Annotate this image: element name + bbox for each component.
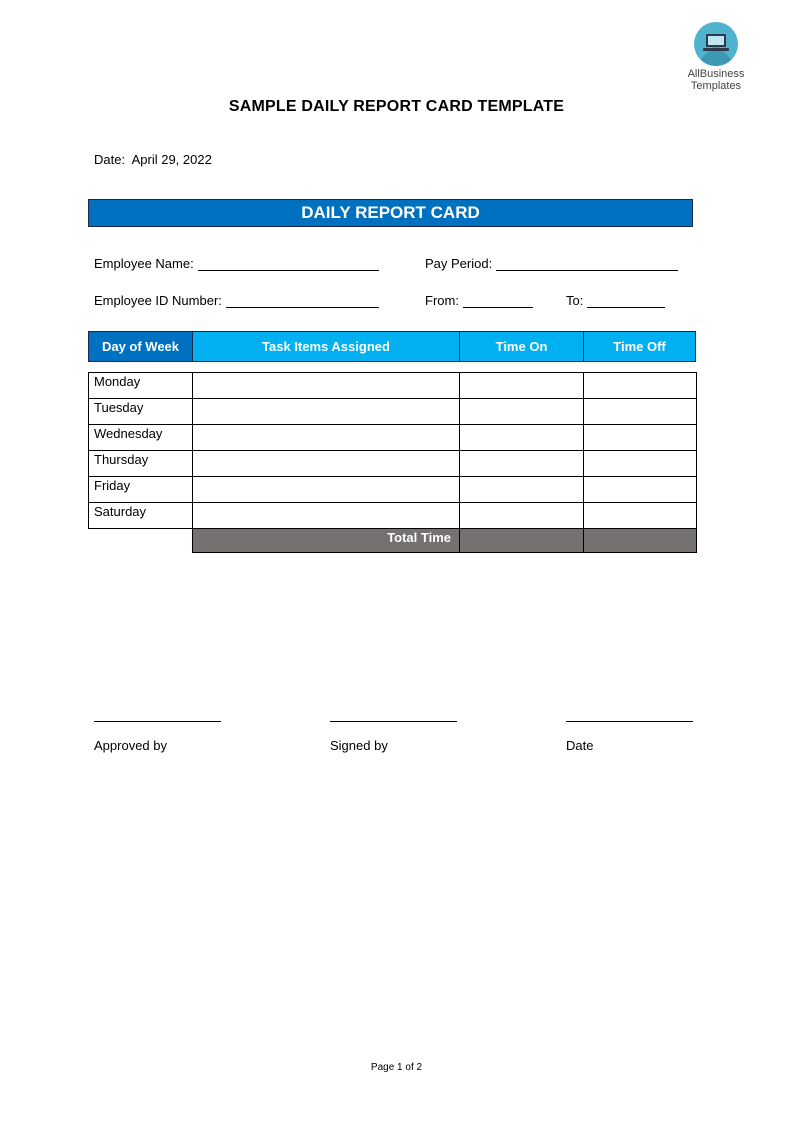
pay-period-field xyxy=(425,256,678,271)
header-task-items: Task Items Assigned xyxy=(192,331,459,362)
time-on-cell[interactable] xyxy=(459,450,583,476)
header-day-of-week: Day of Week xyxy=(88,331,192,362)
signed-by-line[interactable] xyxy=(330,721,457,722)
from-label: From: xyxy=(425,293,459,308)
time-on-cell[interactable] xyxy=(459,424,583,450)
approved-by-line[interactable] xyxy=(94,721,221,722)
header-time-on: Time On xyxy=(459,331,583,362)
date-signature-line[interactable] xyxy=(566,721,693,722)
time-off-cell[interactable] xyxy=(583,372,697,398)
logo-line1: AllBusiness xyxy=(687,68,745,80)
task-cell[interactable] xyxy=(192,372,459,398)
day-cell: Thursday xyxy=(88,450,192,476)
employee-id-field xyxy=(94,293,379,308)
table-header-row xyxy=(88,331,696,362)
time-off-cell[interactable] xyxy=(583,502,697,528)
time-off-cell[interactable] xyxy=(583,450,697,476)
signed-by-label: Signed by xyxy=(330,738,388,753)
date-label: Date: xyxy=(94,152,126,167)
task-cell[interactable] xyxy=(192,424,459,450)
table-row xyxy=(88,398,697,424)
pay-period-label: Pay Period: xyxy=(425,256,493,271)
employee-name-label: Employee Name: xyxy=(94,256,194,271)
day-cell: Tuesday xyxy=(88,398,192,424)
logo-text xyxy=(676,68,756,92)
time-off-cell[interactable] xyxy=(583,424,697,450)
employee-id-label: Employee ID Number: xyxy=(94,293,222,308)
table-row xyxy=(88,372,697,398)
laptop-icon xyxy=(694,22,738,66)
time-on-cell[interactable] xyxy=(459,372,583,398)
employee-name-field xyxy=(94,256,379,271)
table-row xyxy=(88,450,697,476)
day-cell: Saturday xyxy=(88,502,192,528)
total-time-label: Total Time xyxy=(192,528,459,553)
time-on-cell[interactable] xyxy=(459,476,583,502)
time-on-cell[interactable] xyxy=(459,398,583,424)
time-off-cell[interactable] xyxy=(583,476,697,502)
day-cell: Monday xyxy=(88,372,192,398)
table-row xyxy=(88,476,697,502)
task-cell[interactable] xyxy=(192,450,459,476)
from-blank[interactable] xyxy=(463,293,533,308)
to-field xyxy=(566,293,665,308)
allbusiness-templates-logo xyxy=(676,22,756,92)
time-on-cell[interactable] xyxy=(459,502,583,528)
logo-line2: Templates xyxy=(690,80,742,92)
task-cell[interactable] xyxy=(192,398,459,424)
date-line xyxy=(94,152,212,167)
time-off-cell[interactable] xyxy=(583,398,697,424)
total-time-off-cell[interactable] xyxy=(583,528,697,553)
total-time-row xyxy=(88,528,697,553)
table-row xyxy=(88,502,697,528)
document-title: SAMPLE DAILY REPORT CARD TEMPLATE xyxy=(228,98,565,115)
report-table xyxy=(88,372,697,553)
to-blank[interactable] xyxy=(587,293,665,308)
total-time-on-cell[interactable] xyxy=(459,528,583,553)
day-cell: Wednesday xyxy=(88,424,192,450)
table-row xyxy=(88,424,697,450)
total-row-spacer xyxy=(88,528,192,553)
task-cell[interactable] xyxy=(192,502,459,528)
signature-date-label: Date xyxy=(566,738,594,753)
approved-by-label: Approved by xyxy=(94,738,167,753)
employee-id-blank[interactable] xyxy=(226,293,379,308)
pay-period-blank[interactable] xyxy=(496,256,678,271)
header-time-off: Time Off xyxy=(583,331,696,362)
day-cell: Friday xyxy=(88,476,192,502)
task-cell[interactable] xyxy=(192,476,459,502)
employee-name-blank[interactable] xyxy=(198,256,379,271)
date-value: April 29, 2022 xyxy=(131,152,212,167)
from-field xyxy=(425,293,533,308)
page-number: Page 1 of 2 xyxy=(370,1062,423,1073)
daily-report-card-banner: DAILY REPORT CARD xyxy=(88,199,693,227)
to-label: To: xyxy=(566,293,584,308)
